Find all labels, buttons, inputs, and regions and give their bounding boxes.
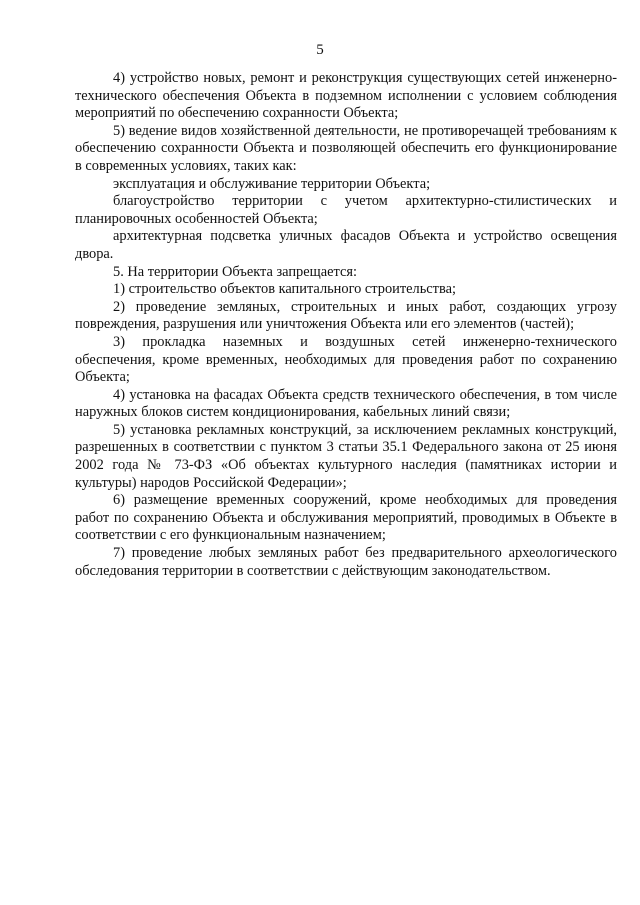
paragraph-operation-maintenance: эксплуатация и обслуживание территории Объекта; — [113, 175, 431, 192]
paragraph-facade-lighting: архитектурная подсветка уличных фасадов Объекта и устройство освещения двора. — [75, 228, 617, 262]
prohibition-item-6: 6) размещение временных сооружений, кроме необходимых для проведения работ по сохранению Объекта и обслуживания мероприятий, проводимых в Объекте в соответствии с его функциональным назначением; — [75, 492, 617, 544]
prohibition-item-2: 2) проведение земляных, строительных и иных работ, создающих угрозу повреждения, разрушения или уничтожения Объекта или его элементов (частей); — [75, 298, 617, 333]
section-5-heading: 5. На территории Объекта запрещается: — [113, 263, 357, 280]
prohibition-item-3: 3) прокладка наземных и воздушных сетей инженерно-технического обеспечения, кроме временных, необходимых для проведения работ по сохранению Объекта; — [75, 333, 617, 386]
prohibition-item-1: 1) строительство объектов капитального строительства; — [113, 281, 456, 298]
document-body — [75, 70, 617, 580]
prohibition-item-4: 4) установка на фасадах Объекта средств технического обеспечения, в том числе наружных блоков систем кондиционирования, кабельных линий связи; — [75, 386, 617, 421]
paragraph-item-4-utility-networks: 4) устройство новых, ремонт и реконструкция существующих сетей инженерно-технического обеспечения Объекта в подземном исполнении с условием соблюдения мероприятий по обеспечению сохранности Объекта; — [75, 70, 617, 122]
prohibition-item-5: 5) установка рекламных конструкций, за исключением рекламных конструкций, разрешенных в соответствии с пунктом 3 статьи 35.1 Федерального закона от 25 июня 2002 года № 73-ФЗ «Об объектах культурного наследия (памятниках истории и культуры) народов Российской Федерации»; — [75, 421, 617, 491]
prohibition-item-7: 7) проведение любых земляных работ без предварительного археологического обследования территории в соответствии с действующим законодательством. — [75, 545, 617, 579]
paragraph-landscaping: благоустройство территории с учетом архитектурно-стилистических и планировочных особенностей Объекта; — [75, 193, 617, 227]
paragraph-item-5-economic-activity: 5) ведение видов хозяйственной деятельности, не противоречащей требованиям к обеспечению сохранности Объекта и позволяющей обеспечить его функционирование в современных условиях, таких как: — [75, 122, 617, 174]
page-number: 5 — [316, 42, 324, 58]
